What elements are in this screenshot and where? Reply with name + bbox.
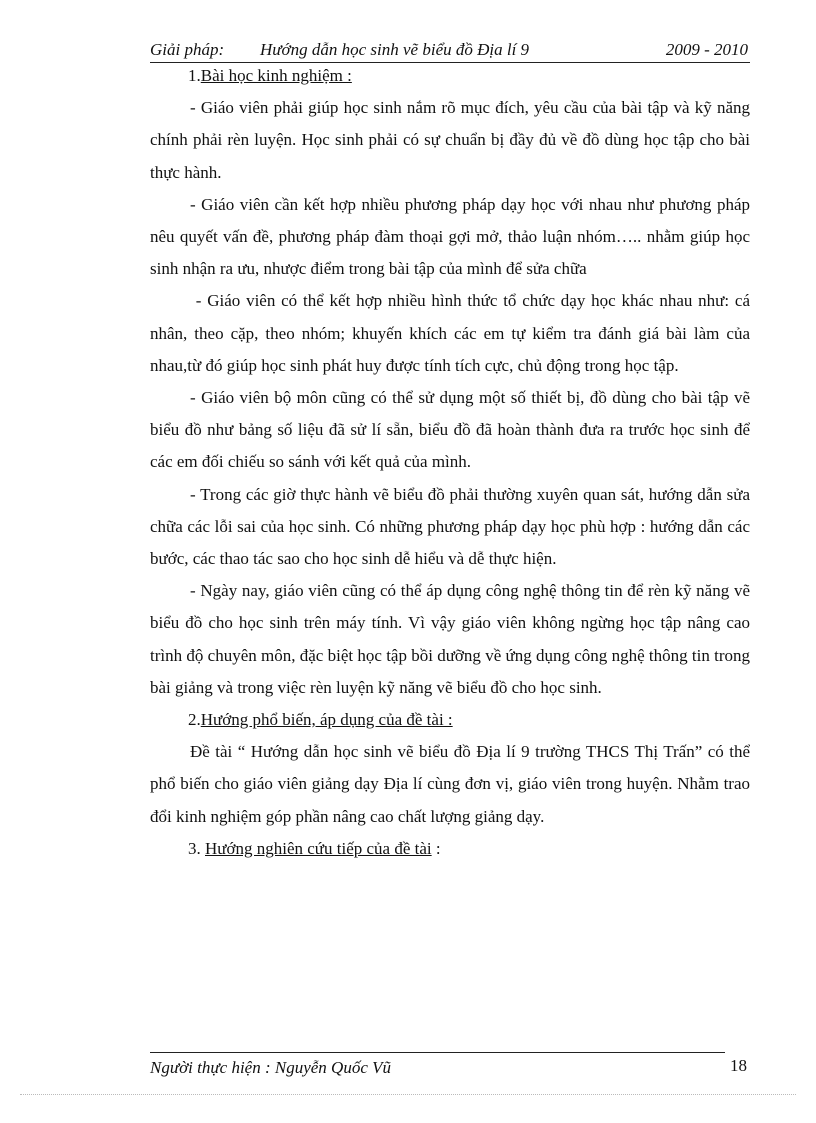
- section-3-heading: [150, 833, 750, 865]
- section-1-title: Bài học kinh nghiệm :: [200, 66, 352, 85]
- paragraph-4: - Giáo viên bộ môn cũng có thể sử dụng một số thiết bị, đồ dùng cho bài tập vẽ biểu đồ như bảng số liệu đã sử lí sẵn, biểu đồ đã hoàn thành đưa ra trước học sinh để các em đối chiếu so sánh với kết quả của mình.: [150, 388, 750, 472]
- section-3-title: Hướng nghiên cứu tiếp của đề tài: [205, 838, 432, 858]
- page-bottom-border: [20, 1094, 796, 1095]
- document-body: [150, 60, 755, 865]
- section-1-heading: [150, 60, 750, 92]
- section-1-number: 1.: [188, 66, 201, 85]
- paragraph-3: - Giáo viên có thể kết hợp nhiều hình thức tổ chức dạy học khác nhau như: cá nhân, theo cặp, theo nhóm; khuyến khích các em tự kiểm tra đánh giá bài làm của nhau,từ đó giúp học sinh phát huy được tính tích cực, chủ động trong học tập.: [150, 291, 755, 375]
- section-3-suffix: :: [431, 838, 441, 858]
- section-2-title: Hướng phổ biến, áp dụng của đề tài :: [200, 710, 453, 730]
- header-title: Hướng dẫn học sinh vẽ biểu đồ Địa lí 9: [260, 40, 530, 59]
- header-year: 2009 - 2010: [665, 40, 748, 59]
- paragraph-2: - Giáo viên cần kết hợp nhiều phương pháp dạy học với nhau như phương pháp nêu quyết vấn đề, phương pháp đàm thoại gợi mở, thảo luận nhóm….. nhằm giúp học sinh nhận ra ưu, nhược điểm trong bài tập của mình để sửa chữa: [150, 194, 750, 279]
- paragraph-6: - Ngày nay, giáo viên cũng có thể áp dụng công nghệ thông tin để rèn kỹ năng vẽ biểu đồ cho học sinh trên máy tính. Vì vậy giáo viên không ngừng học tập nâng cao trình độ chuyên môn, đặc biệt học tập bồi dưỡng về ứng dụng công nghệ thông tin trong bài giảng và trong việc rèn luyện kỹ năng vẽ biểu đồ cho học sinh.: [150, 581, 750, 697]
- footer-author: Người thực hiện : Nguyễn Quốc Vũ: [150, 1058, 392, 1077]
- header-label: Giải pháp:: [150, 40, 225, 59]
- page-number: 18: [730, 1056, 747, 1075]
- section-2-number: 2.: [188, 710, 201, 730]
- paragraph-7: Đề tài “ Hướng dẫn học sinh vẽ biểu đồ Địa lí 9 trường THCS Thị Trấn” có thể phổ biến cho giáo viên giảng dạy Địa lí cùng đơn vị, giáo viên trong huyện. Nhằm trao đổi kinh nghiệm góp phần nâng cao chất lượng giảng dạy.: [150, 742, 750, 826]
- paragraph-1: - Giáo viên phải giúp học sinh nắm rõ mục đích, yêu cầu của bài tập và kỹ năng chính phải rèn luyện. Học sinh phải có sự chuẩn bị đầy đủ về đồ dùng học tập cho bài thực hành.: [150, 98, 750, 182]
- section-3-number: 3.: [188, 838, 205, 858]
- footer-divider: [150, 1052, 725, 1053]
- section-2-heading: [150, 704, 750, 736]
- paragraph-5: - Trong các giờ thực hành vẽ biểu đồ phải thường xuyên quan sát, hướng dẫn sửa chữa các lỗi sai của học sinh. Có những phương pháp dạy học phù hợp : hướng dẫn các bước, các thao tác sao cho học sinh dễ hiểu và dễ thực hiện.: [150, 484, 750, 569]
